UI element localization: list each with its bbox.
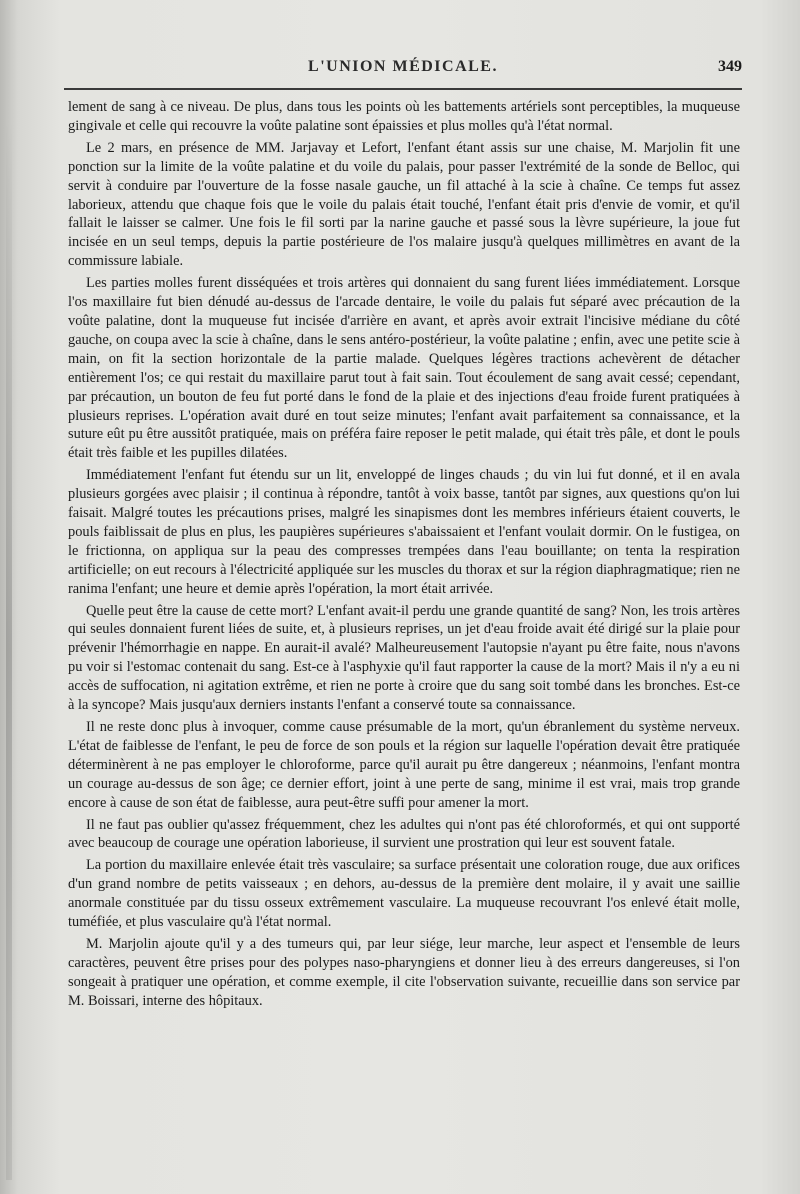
page-number: 349	[718, 58, 742, 75]
page-header	[64, 58, 742, 86]
paragraph-continuation: lement de sang à ce niveau. De plus, dans tous les points où les battements artériels sont perceptibles, la muqueuse gingivale et celle qui recouvre la voûte palatine sont épaissies et plus molles qu'à l'état normal.	[68, 99, 740, 134]
paragraph: Quelle peut être la cause de cette mort? L'enfant avait-il perdu une grande quantité de sang? Non, les trois artères qui seules donnaient furent liées de suite, et, à plusieurs reprises, un jet d'eau froide avait été dirigé sur la plaie pour prévenir l'hémorrhagie en nappe. En aurait-il avalé? Malheureusement l'autopsie n'ayant pu être faite, nous n'avons pu voir si l'estomac contenait du sang. Est-ce à l'asphyxie qu'il faut rapporter la cause de la mort? Mais il n'y a eu ni accès de suffocation, ni agitation extrême, et rien ne porte à croire que du sang soit tombé dans les bronches. Est-ce à la syncope? Mais jusqu'aux derniers instants l'enfant a conservé toute sa connaissance.	[68, 602, 740, 714]
paragraph: Il ne reste donc plus à invoquer, comme cause présumable de la mort, qu'un ébranlement du système nerveux. L'état de faiblesse de l'enfant, le peu de force de son pouls et la région sur laquelle l'opération devait être pratiquée déterminèrent à ne pas employer le chloroforme, parce qu'il aurait pu être dangereux ; néanmoins, l'enfant montra un courage au-dessus de son âge; ce dernier effort, joint à une perte de sang, minime il est vrai, mais trop grande encore à cause de son état de faiblesse, aura peut-être suffi pour amener la mort.	[68, 719, 740, 811]
paragraph: Le 2 mars, en présence de MM. Jarjavay et Lefort, l'enfant étant assis sur une chaise, M. Marjolin fit une ponction sur la limite de la voûte palatine et du voile du palais, pour passer l'extrémité de la sonde de Belloc, qui servit à conduire par l'ouverture de la fosse nasale gauche, un fil attaché à la scie à chaîne. Ce temps fut assez laborieux, attendu que chaque fois que le voile du palais était touché, l'enfant était pris d'envie de vomir, et qu'il fallait le laisser se calmer. Une fois le fil sorti par la narine gauche et passé sous la lèvre supérieure, la joue fut incisée en un seul temps, depuis la partie postérieure de l'os malaire jusqu'à quelques millimètres en avant de la commissure labiale.	[68, 139, 740, 270]
paragraph: Les parties molles furent disséquées et trois artères qui donnaient du sang furent liées immédiatement. Lorsque l'os maxillaire fut bien dénudé au-dessus de l'arcade dentaire, le voile du palais fut séparé avec précaution de la voûte palatine, dont la muqueuse fut incisée d'arrière en avant, et après avoir extrait l'incisive médiane du côté gauche, on coupa avec la scie à chaîne, dans le sens antéro-postérieur, la voûte palatine ; enfin, avec une petite scie à main, on fit la section horizontale de la partie malade. Quelques légères tractions achevèrent de détacher entièrement l'os; ce qui restait du maxillaire parut tout à fait sain. Tout écoulement de sang avait cessé; cependant, par précaution, un bouton de feu fut porté dans le fond de la plaie et des injections d'eau froide furent pratiquées à plusieurs reprises. L'opération avait duré en tout seize minutes; l'enfant avait parfaitement sa connaissance, et la suture eût pu être aussitôt pratiquée, mais on préféra faire reposer le petit malade, qui était très pâle, et dont le pouls était très faible et les pupilles dilatées.	[68, 275, 740, 462]
body-text	[68, 98, 740, 1014]
header-rule	[64, 88, 742, 90]
paragraph: M. Marjolin ajoute qu'il y a des tumeurs qui, par leur siége, leur marche, leur aspect et l'ensemble de leurs caractères, peuvent être prises pour des polypes naso-pharyngiens et donner lieu à des erreurs dangereuses, si l'on songeait à pratiquer une opération, et comme exemple, il cite l'observation suivante, recueillie dans son service par M. Boissari, interne des hôpitaux.	[68, 935, 740, 1009]
paragraph: Il ne faut pas oublier qu'assez fréquemment, chez les adultes qui n'ont pas été chloroformés, et qui ont supporté avec beaucoup de courage une opération laborieuse, il survient une prostration qui leur est souvent fatale.	[68, 816, 740, 852]
paragraph: La portion du maxillaire enlevée était très vasculaire; sa surface présentait une coloration rouge, due aux orifices d'un grand nombre de petits vaisseaux ; en dehors, au-dessus de la première dent molaire, il y avait une saillie anormale constituée par du tissu osseux extrêmement vasculaire. La muqueuse recouvrant l'os enlevé était molle, tuméfiée, et plus vasculaire qu'à l'état normal.	[68, 857, 740, 931]
running-title: L'UNION MÉDICALE.	[308, 58, 498, 75]
paragraph: Immédiatement l'enfant fut étendu sur un lit, enveloppé de linges chauds ; du vin lui fut donné, et il en avala plusieurs gorgées avec plaisir ; il continua à répondre, tantôt à voix basse, tantôt par signes, aux questions qu'on lui faisait. Malgré toutes les précautions prises, malgré les sinapismes dont les membres inférieurs étaient couverts, le pouls faiblissait de plus en plus, les paupières supérieures s'abaissaient et l'enfant voulait dormir. On le fustigea, on le frictionna, on appliqua sur la peau des compresses trempées dans l'eau bouillante; on tenta la respiration artificielle; on eut recours à l'électricité appliquée sur les muscles du thorax et sur la région diaphragmatique; rien ne ranima l'enfant; une heure et demie après l'opération, la mort était arrivée.	[68, 467, 740, 597]
binding-edge	[6, 120, 12, 1180]
